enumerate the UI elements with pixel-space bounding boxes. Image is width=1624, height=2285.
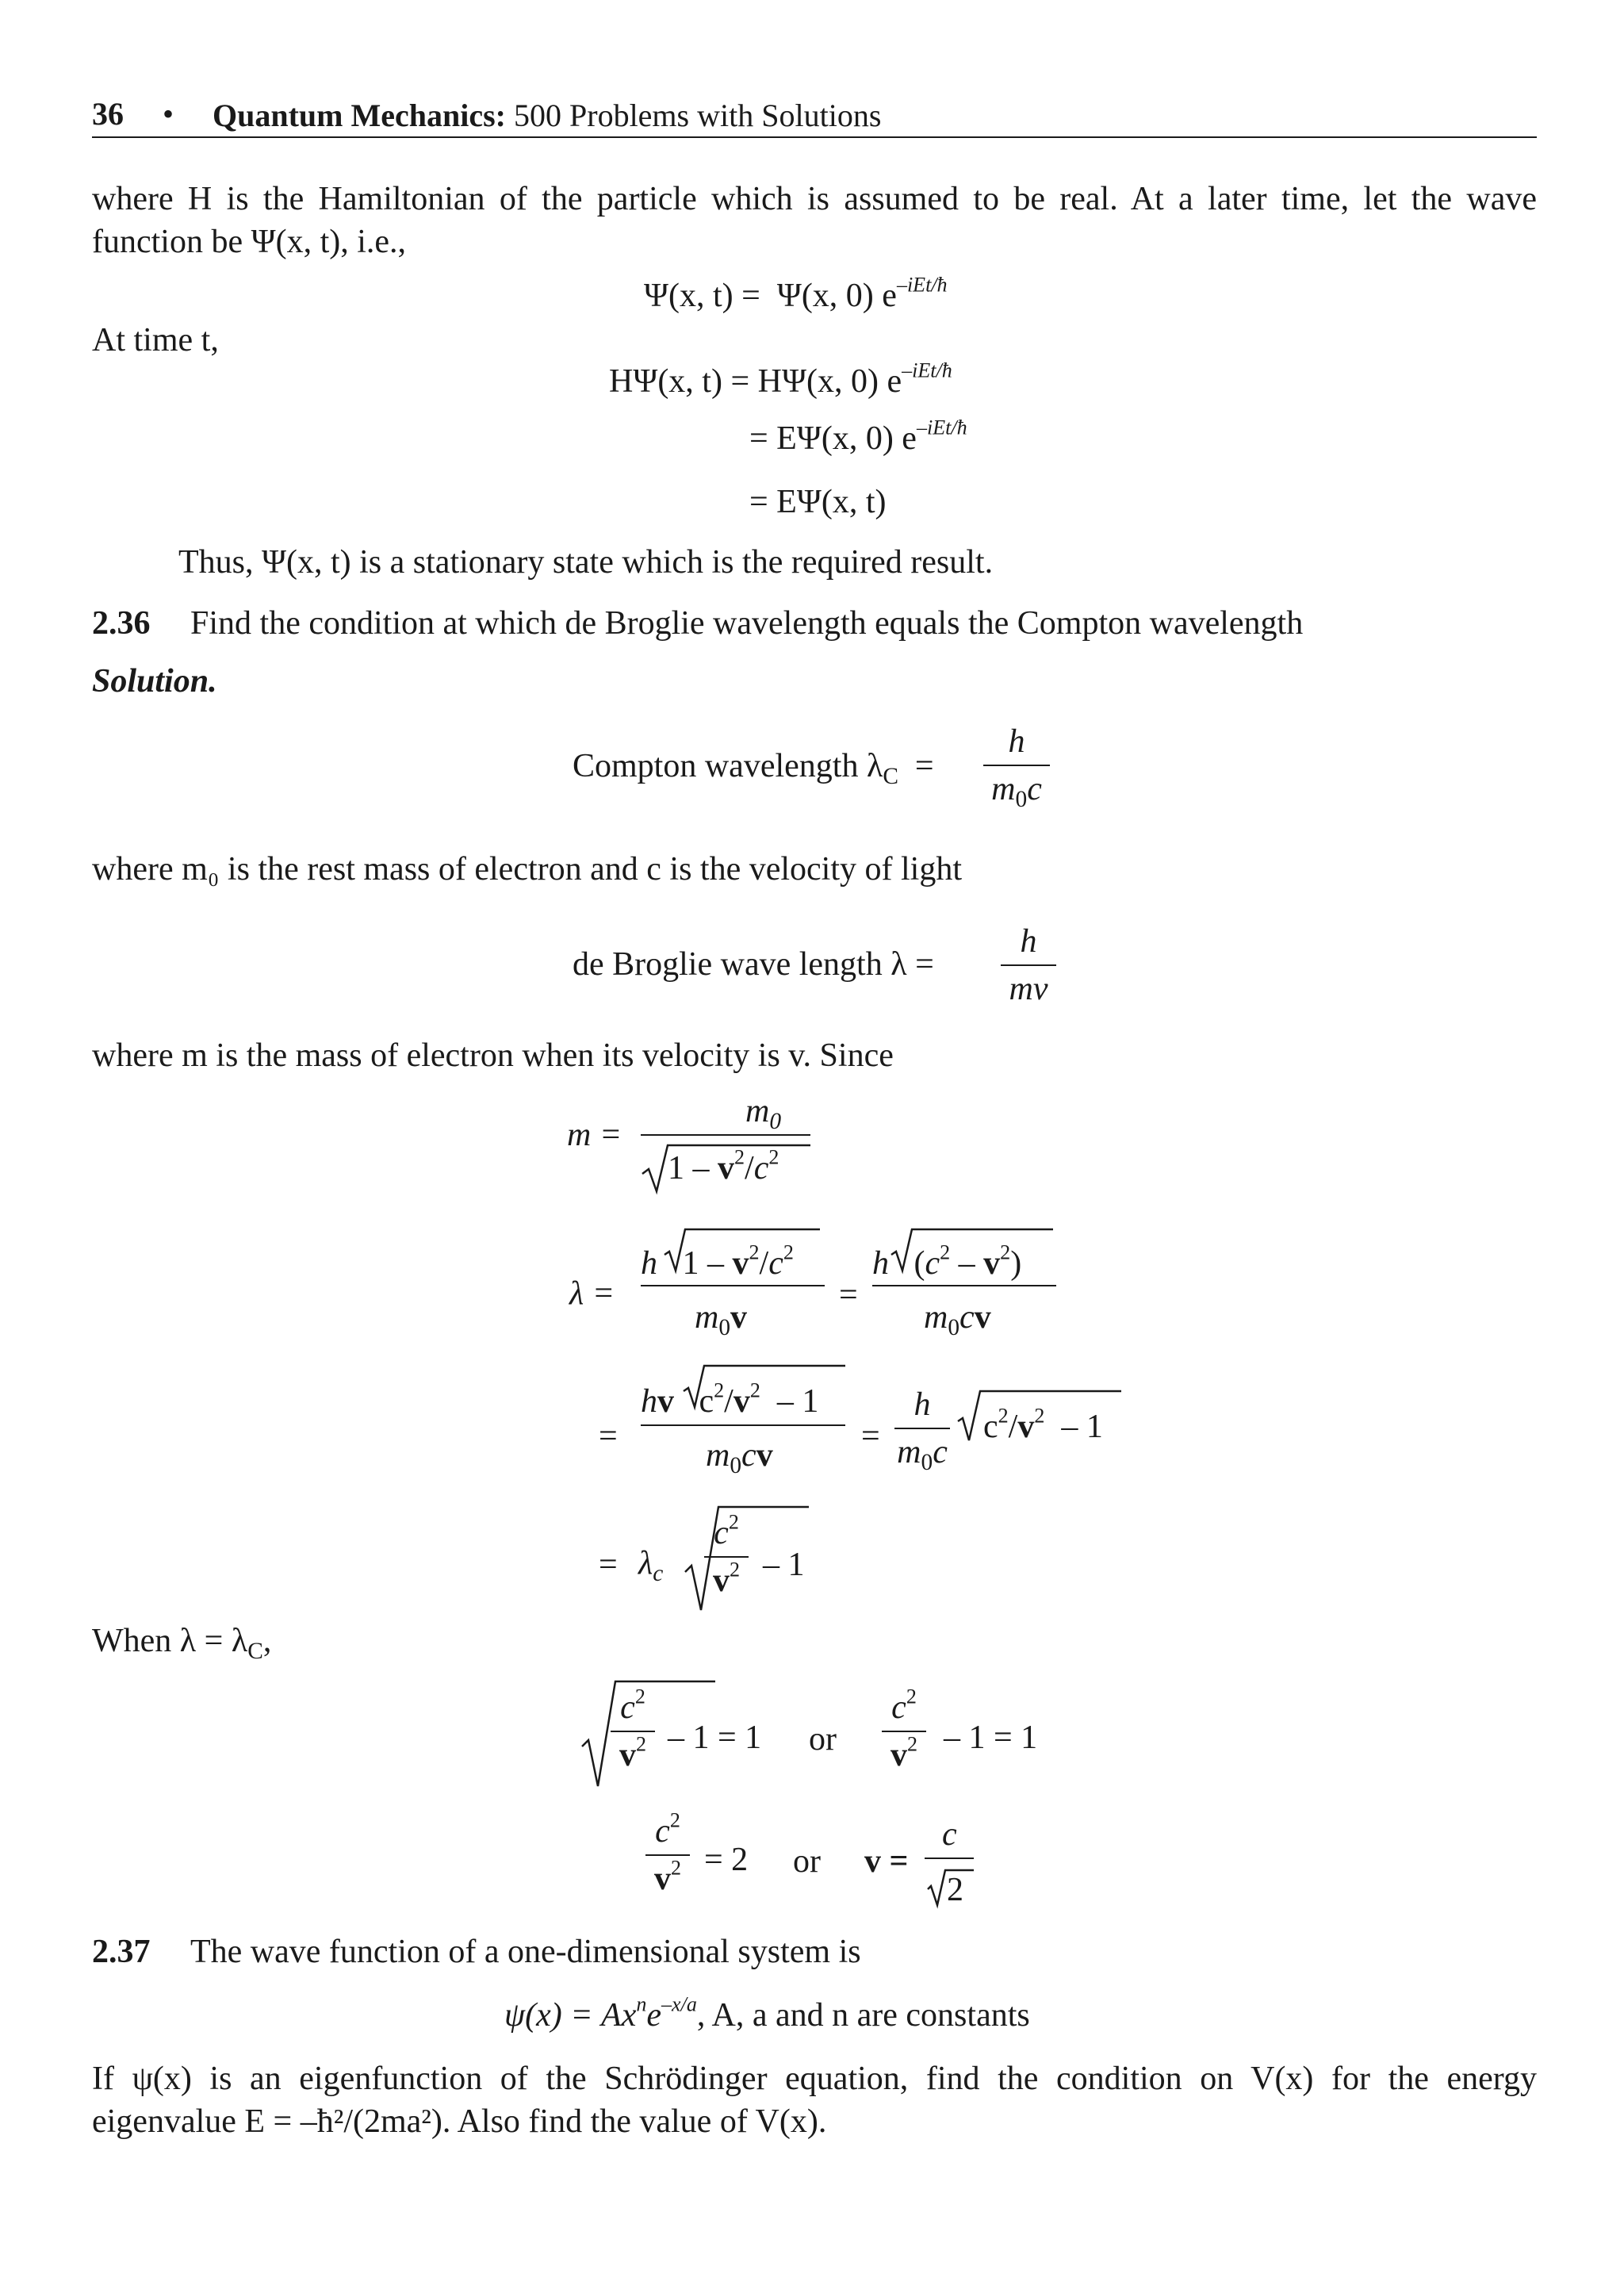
- eq-sign: =: [839, 1277, 858, 1313]
- header-rule: [92, 136, 1537, 138]
- v-equals: v =: [864, 1843, 909, 1880]
- lambda-bar-1: [641, 1285, 825, 1286]
- where-m0-line: where m₀ is the rest mass of electron and c is the velocity of light: [92, 851, 963, 888]
- eq-sign: =: [599, 1418, 618, 1455]
- solution-label: Solution.: [92, 663, 217, 700]
- thus-line: Thus, Ψ(x, t) is a stationary state which is the required result.: [178, 544, 994, 581]
- compton-fraction: h $m_0c$: [983, 723, 1050, 807]
- problem-2-36-text: Find the condition at which de Broglie wavelength equals the Compton wavelength: [190, 605, 1304, 642]
- lambda-bar-2: [872, 1285, 1056, 1286]
- minus1-eq1: – 1 = 1: [944, 1720, 1038, 1756]
- at-time-label: At time t,: [92, 322, 219, 358]
- or-word: or: [793, 1843, 821, 1880]
- lambda-den-2: $m_0cv$: [924, 1299, 991, 1340]
- sqrt-two: 2: [947, 1872, 963, 1908]
- problem-2-37-line-2: eigenvalue E = –ħ²/(2ma²). Also find the value of V(x).: [92, 2103, 827, 2140]
- book-title-rest: 500 Problems with Solutions: [514, 98, 882, 133]
- h-over-m0c: h $m_0c$: [894, 1386, 950, 1470]
- eq-e-psi-t: = EΨ(x, t): [749, 484, 887, 520]
- or-word: or: [809, 1721, 837, 1758]
- lambda-den-3: $m_0cv$: [706, 1437, 773, 1478]
- problem-2-37-line-1: If ψ(x) is an eigenfunction of the Schrödinger equation, find the condition on V(x) for the energy: [92, 2061, 1537, 2097]
- lambda-den-1: $m_0v$: [695, 1299, 748, 1340]
- lambda-c: $\lambda_c$: [638, 1545, 664, 1586]
- minus1-eq1: – 1 = 1: [668, 1720, 762, 1756]
- lambda-num-2: h $(c^2 - v^2)$: [872, 1240, 1022, 1282]
- eq-sign: =: [599, 1547, 618, 1583]
- lambda-equals: λ =: [569, 1275, 615, 1312]
- book-title-bold: Quantum Mechanics:: [213, 98, 506, 133]
- header-bullet: •: [163, 96, 174, 132]
- page-number: 36: [92, 96, 124, 132]
- lambda-bar-3: [641, 1424, 845, 1426]
- c-numerator: c: [942, 1816, 957, 1853]
- debroglie-fraction: h mv: [1001, 923, 1056, 1007]
- psi-equation: $\psi(x) = Ax^ne^{-x/a}$, A, a and n are constants: [504, 1992, 1030, 2034]
- m0-numerator: $m_0$: [745, 1093, 782, 1134]
- where-m-line: where m is the mass of electron when its velocity is v. Since: [92, 1037, 894, 1074]
- m-fraction-bar: [641, 1134, 810, 1136]
- m-denominator: $1 - v^2/c^2$: [668, 1145, 779, 1187]
- sqrt-c2-v2: $c^2/v^2 - 1$: [983, 1404, 1103, 1445]
- problem-2-37-number: 2.37: [92, 1934, 151, 1970]
- eq-e-psi-0: = EΨ(x, 0) $e^{-iEt/ħ}$: [749, 416, 967, 457]
- eq-h-psi: HΨ(x, t) = HΨ(x, 0) $e^{-iEt/ħ}$: [609, 358, 952, 400]
- when-line: When $\lambda = \lambda_C$,: [92, 1623, 272, 1664]
- debroglie-label: de Broglie wave length λ =: [573, 946, 934, 983]
- c2-over-v2: $c^2$ $v^2$: [645, 1813, 690, 1897]
- c2-over-v2: $c^2$ $v^2$: [704, 1515, 749, 1599]
- c2-over-v2: $c^2$ $v^2$: [611, 1689, 655, 1773]
- c2-over-v2: $c^2$ $v^2$: [882, 1689, 926, 1773]
- problem-2-36-number: 2.36: [92, 605, 151, 642]
- minus-one: – 1: [763, 1547, 805, 1583]
- eq-sign: =: [861, 1418, 880, 1455]
- lambda-num-3: hv $c^2/v^2 - 1$: [641, 1378, 819, 1420]
- eq-two: = 2: [704, 1842, 749, 1878]
- intro-line-1: where H is the Hamiltonian of the particle which is assumed to be real. At a later time, let the wave: [92, 181, 1537, 217]
- lambda-num-1: h $1 - v^2/c^2$: [641, 1240, 794, 1282]
- compton-label: Compton wavelength $\lambda_C$ =: [573, 748, 934, 789]
- intro-line-2: function be Ψ(x, t), i.e.,: [92, 224, 407, 260]
- running-header: [213, 97, 881, 134]
- problem-2-37-text: The wave function of a one-dimensional system is: [190, 1934, 861, 1970]
- m-equals: m =: [567, 1117, 622, 1153]
- v-fraction-bar: [925, 1858, 974, 1859]
- eq-psi-time: Ψ(x, t) = Ψ(x, 0) $e^{-iEt/ħ}$: [644, 273, 948, 314]
